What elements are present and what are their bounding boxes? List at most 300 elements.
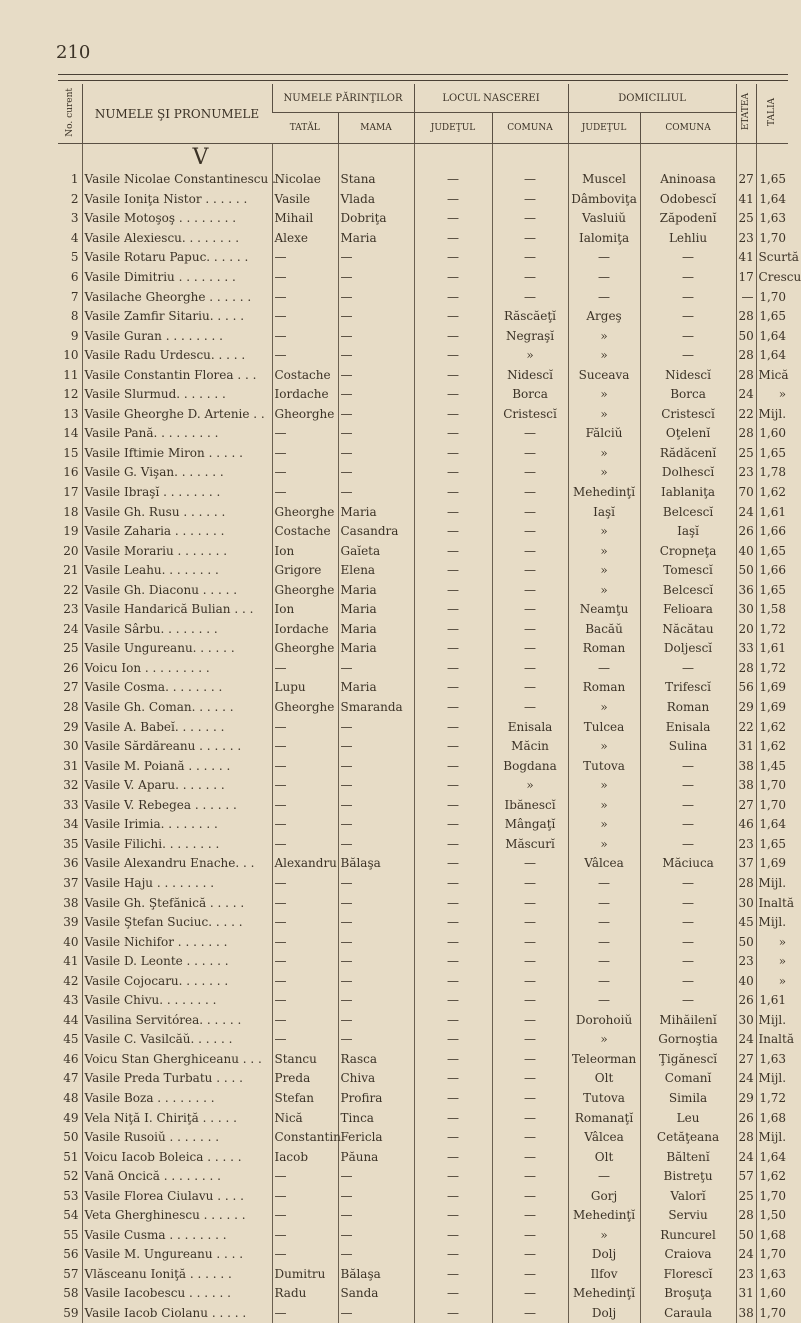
row-number: 34	[63, 817, 79, 832]
age: 41	[736, 248, 756, 268]
birth-commune: —	[492, 287, 568, 307]
age: 40	[736, 541, 756, 561]
full-name: Vasile Iacobescu . . . . . .	[82, 1284, 272, 1304]
table-row	[58, 932, 788, 952]
birth-commune: —	[492, 913, 568, 933]
residence-commune: Craiova	[640, 1245, 736, 1265]
age: 22	[736, 405, 756, 425]
birth-commune: —	[492, 639, 568, 659]
birth-commune: —	[492, 522, 568, 542]
birth-commune: —	[492, 698, 568, 718]
full-name: Vasile Nicolae Constantinescu . .	[82, 170, 272, 190]
table-row	[58, 893, 788, 913]
full-name: Vasile Haju . . . . . . . .	[82, 874, 272, 894]
birth-county: —	[414, 776, 492, 796]
table-row	[58, 1128, 788, 1148]
birth-county: —	[414, 307, 492, 327]
residence-county: Olt	[568, 1147, 640, 1167]
row-number: 53	[63, 1188, 79, 1203]
row-number: 46	[63, 1051, 79, 1066]
mother-name: Elena	[338, 561, 414, 581]
residence-commune: —	[640, 776, 736, 796]
birth-county: —	[414, 541, 492, 561]
birth-commune: —	[492, 620, 568, 640]
full-name: Vasile Gh. Diaconu . . . . .	[82, 580, 272, 600]
full-name: Vasile Rotaru Papuc. . . . . .	[82, 248, 272, 268]
father-name: Mihail	[272, 209, 338, 229]
height: 1,60	[756, 1284, 788, 1304]
table-row	[58, 483, 788, 503]
residence-county: Vâlcea	[568, 1128, 640, 1148]
residence-commune: —	[640, 796, 736, 816]
full-name: Vasile Iacob Ciolanu . . . . .	[82, 1304, 272, 1323]
father-name: Costache	[272, 365, 338, 385]
birth-county: —	[414, 1089, 492, 1109]
residence-commune: Comanĭ	[640, 1069, 736, 1089]
height: 1,69	[756, 678, 788, 698]
birth-county: —	[414, 1030, 492, 1050]
residence-commune: Nidescĭ	[640, 365, 736, 385]
table-row	[58, 248, 788, 268]
row-number: 37	[63, 875, 79, 890]
residence-county: Dolj	[568, 1304, 640, 1323]
row-number: 36	[63, 856, 79, 871]
residence-commune: Caraula	[640, 1304, 736, 1323]
residence-commune: Aninoasa	[640, 170, 736, 190]
birth-commune: —	[492, 854, 568, 874]
mother-name: Sanda	[338, 1284, 414, 1304]
height: Scurtă	[756, 248, 788, 268]
mother-name: —	[338, 796, 414, 816]
full-name: Vasile Ştefan Suciuc. . . . .	[82, 913, 272, 933]
residence-county: Dolj	[568, 1245, 640, 1265]
age: 23	[736, 952, 756, 972]
birth-commune: —	[492, 248, 568, 268]
birth-commune: —	[492, 678, 568, 698]
residence-commune: —	[640, 346, 736, 366]
row-number: 59	[63, 1305, 79, 1320]
mother-name: Profira	[338, 1089, 414, 1109]
residence-county: Ilfov	[568, 1265, 640, 1285]
residence-county: Dorohoiŭ	[568, 1011, 640, 1031]
table-row	[58, 620, 788, 640]
birth-county: —	[414, 874, 492, 894]
father-name: —	[272, 248, 338, 268]
age: 20	[736, 620, 756, 640]
residence-commune: Cetăţeana	[640, 1128, 736, 1148]
full-name: Vasile Dimitriu . . . . . . . .	[82, 268, 272, 288]
row-number: 16	[63, 465, 79, 480]
birth-county: —	[414, 717, 492, 737]
height: 1,68	[756, 1226, 788, 1246]
father-name: Gheorghe	[272, 698, 338, 718]
mother-name: Păuna	[338, 1147, 414, 1167]
residence-commune: Serviu	[640, 1206, 736, 1226]
father-name: —	[272, 815, 338, 835]
table-row	[58, 444, 788, 464]
residence-commune: —	[640, 268, 736, 288]
residence-commune: Enisala	[640, 717, 736, 737]
mother-name: —	[338, 737, 414, 757]
age: 24	[736, 502, 756, 522]
age: 28	[736, 659, 756, 679]
full-name: Vasile Cosma. . . . . . . .	[82, 678, 272, 698]
residence-county: »	[568, 796, 640, 816]
page-number: 210	[56, 42, 91, 63]
birth-county: —	[414, 1147, 492, 1167]
father-name: —	[272, 913, 338, 933]
father-name: Preda	[272, 1069, 338, 1089]
residence-commune: Odobescĭ	[640, 190, 736, 210]
residence-commune: Valorĭ	[640, 1186, 736, 1206]
full-name: Vasile Zamfir Sitariu. . . . .	[82, 307, 272, 327]
residence-county: Vâlcea	[568, 854, 640, 874]
height: 1,50	[756, 1206, 788, 1226]
residence-commune: Runcurel	[640, 1226, 736, 1246]
height: 1,70	[756, 776, 788, 796]
mother-name: Stana	[338, 170, 414, 190]
residence-county: »	[568, 444, 640, 464]
residence-commune: Doljescĭ	[640, 639, 736, 659]
full-name: Vasile M. Ungureanu . . . .	[82, 1245, 272, 1265]
age: 57	[736, 1167, 756, 1187]
height: 1,60	[756, 424, 788, 444]
residence-county: Bacăŭ	[568, 620, 640, 640]
residence-county: »	[568, 463, 640, 483]
table-row	[58, 1304, 788, 1323]
table-row	[58, 170, 788, 190]
residence-commune: Lehliu	[640, 229, 736, 249]
birth-county: —	[414, 346, 492, 366]
residence-commune: Leu	[640, 1108, 736, 1128]
header-tatal: TATĂL	[272, 113, 338, 144]
birth-commune: —	[492, 991, 568, 1011]
row-number: 42	[63, 973, 79, 988]
mother-name: —	[338, 1226, 414, 1246]
height: 1,70	[756, 287, 788, 307]
father-name: —	[272, 756, 338, 776]
residence-county: Gorj	[568, 1186, 640, 1206]
height: 1,65	[756, 307, 788, 327]
full-name: Vasilina Servitórea. . . . . .	[82, 1011, 272, 1031]
top-rule-thin	[58, 80, 788, 81]
full-name: Vasile Radu Urdescu. . . . .	[82, 346, 272, 366]
height: 1,63	[756, 1050, 788, 1070]
birth-county: —	[414, 170, 492, 190]
full-name: Vasile Ibraşĭ . . . . . . . .	[82, 483, 272, 503]
height: 1,66	[756, 522, 788, 542]
row-number: 32	[63, 778, 79, 793]
residence-county: —	[568, 1167, 640, 1187]
row-number: 58	[63, 1286, 79, 1301]
height: 1,65	[756, 170, 788, 190]
residence-commune: —	[640, 971, 736, 991]
father-name: Ion	[272, 600, 338, 620]
birth-county: —	[414, 1245, 492, 1265]
age: 28	[736, 874, 756, 894]
header-talia: TALIA	[756, 84, 788, 144]
top-rule	[58, 74, 788, 75]
father-name: —	[272, 971, 338, 991]
birth-commune: —	[492, 1206, 568, 1226]
residence-county: —	[568, 913, 640, 933]
father-name: —	[272, 1206, 338, 1226]
mother-name: —	[338, 365, 414, 385]
full-name: Vasile Pană. . . . . . . . .	[82, 424, 272, 444]
table-row	[58, 287, 788, 307]
table-row	[58, 659, 788, 679]
birth-commune: —	[492, 1089, 568, 1109]
birth-county: —	[414, 287, 492, 307]
full-name: Vasile Guran . . . . . . . .	[82, 326, 272, 346]
height: Mijl.	[756, 1128, 788, 1148]
father-name: Iacob	[272, 1147, 338, 1167]
father-name: Dumitru	[272, 1265, 338, 1285]
residence-county: »	[568, 580, 640, 600]
full-name: Vasile Gh. Coman. . . . . .	[82, 698, 272, 718]
mother-name: Maria	[338, 580, 414, 600]
full-name: Vasile G. Vişan. . . . . . .	[82, 463, 272, 483]
father-name: —	[272, 874, 338, 894]
table-row	[58, 815, 788, 835]
row-number: 4	[70, 230, 79, 245]
row-number: 27	[63, 680, 79, 695]
age: 26	[736, 1108, 756, 1128]
residence-county: »	[568, 326, 640, 346]
residence-commune: Oţelenĭ	[640, 424, 736, 444]
age: 29	[736, 1089, 756, 1109]
residence-commune: Gornoştia	[640, 1030, 736, 1050]
full-name: Vasile Constantin Florea . . .	[82, 365, 272, 385]
mother-name: Maria	[338, 600, 414, 620]
birth-county: —	[414, 326, 492, 346]
row-number: 44	[63, 1012, 79, 1027]
birth-commune: Mângaţĭ	[492, 815, 568, 835]
father-name: —	[272, 483, 338, 503]
residence-commune: Măciuca	[640, 854, 736, 874]
mother-name: —	[338, 1304, 414, 1323]
age: 50	[736, 326, 756, 346]
father-name: —	[272, 796, 338, 816]
age: 28	[736, 307, 756, 327]
birth-county: —	[414, 502, 492, 522]
height: 1,72	[756, 659, 788, 679]
father-name: —	[272, 444, 338, 464]
birth-commune: Cristescĭ	[492, 405, 568, 425]
father-name: —	[272, 424, 338, 444]
height: 1,65	[756, 444, 788, 464]
birth-commune: —	[492, 444, 568, 464]
header-judetul-nascere: JUDEŢUL	[414, 113, 492, 144]
table-row	[58, 1108, 788, 1128]
full-name: Vană Oncică . . . . . . . .	[82, 1167, 272, 1187]
father-name: Costache	[272, 522, 338, 542]
row-number: 45	[63, 1032, 79, 1047]
father-name: —	[272, 1030, 338, 1050]
mother-name: —	[338, 385, 414, 405]
birth-commune: Enisala	[492, 717, 568, 737]
mother-name: —	[338, 1245, 414, 1265]
height: 1,65	[756, 580, 788, 600]
age: 24	[736, 1245, 756, 1265]
father-name: Lupu	[272, 678, 338, 698]
birth-commune: —	[492, 1147, 568, 1167]
age: 25	[736, 444, 756, 464]
mother-name: —	[338, 932, 414, 952]
birth-county: —	[414, 932, 492, 952]
residence-commune: —	[640, 874, 736, 894]
age: 27	[736, 1050, 756, 1070]
mother-name: —	[338, 1011, 414, 1031]
height: 1,64	[756, 326, 788, 346]
residence-county: Tulcea	[568, 717, 640, 737]
row-number: 54	[63, 1208, 79, 1223]
age: 23	[736, 835, 756, 855]
birth-commune: Măscurĭ	[492, 835, 568, 855]
residence-commune: —	[640, 913, 736, 933]
residence-county: Dâmboviţa	[568, 190, 640, 210]
table-row	[58, 307, 788, 327]
row-number: 29	[63, 719, 79, 734]
height: 1,61	[756, 502, 788, 522]
residence-commune: Cristescĭ	[640, 405, 736, 425]
height: 1,70	[756, 1304, 788, 1323]
birth-county: —	[414, 1265, 492, 1285]
mother-name: Maria	[338, 678, 414, 698]
birth-county: —	[414, 1304, 492, 1323]
mother-name: Rasca	[338, 1050, 414, 1070]
full-name: Vasile Gh. Rusu . . . . . .	[82, 502, 272, 522]
mother-name: —	[338, 307, 414, 327]
table-row	[58, 561, 788, 581]
residence-county: Mehedinţĭ	[568, 483, 640, 503]
full-name: Vasile Cojocaru. . . . . . .	[82, 971, 272, 991]
row-number: 50	[63, 1130, 79, 1145]
table-row	[58, 1011, 788, 1031]
age: 31	[736, 737, 756, 757]
table-row	[58, 600, 788, 620]
age: 26	[736, 991, 756, 1011]
full-name: Vasile Boza . . . . . . . .	[82, 1089, 272, 1109]
height: 1,69	[756, 698, 788, 718]
birth-county: —	[414, 385, 492, 405]
height: 1,64	[756, 190, 788, 210]
father-name: —	[272, 268, 338, 288]
residence-county: Iaşĭ	[568, 502, 640, 522]
father-name: —	[272, 659, 338, 679]
father-name: —	[272, 737, 338, 757]
full-name: Vasile Preda Turbatu . . . .	[82, 1069, 272, 1089]
birth-county: —	[414, 1206, 492, 1226]
birth-commune: Bogdana	[492, 756, 568, 776]
table-row	[58, 639, 788, 659]
table-row	[58, 678, 788, 698]
birth-county: —	[414, 756, 492, 776]
birth-county: —	[414, 1108, 492, 1128]
residence-commune: —	[640, 893, 736, 913]
table-row	[58, 1069, 788, 1089]
birth-commune: —	[492, 1186, 568, 1206]
birth-county: —	[414, 952, 492, 972]
age: 23	[736, 229, 756, 249]
age: 24	[736, 1030, 756, 1050]
row-number: 48	[63, 1090, 79, 1105]
residence-commune: Cropneţa	[640, 541, 736, 561]
header-domiciliul: DOMICILIUL	[568, 84, 736, 113]
residence-county: Muscel	[568, 170, 640, 190]
row-number: 52	[63, 1169, 79, 1184]
table-row	[58, 1245, 788, 1265]
row-number: 38	[63, 895, 79, 910]
height: Mijl.	[756, 405, 788, 425]
residence-commune: Bistreţu	[640, 1167, 736, 1187]
residence-commune: Năcătau	[640, 620, 736, 640]
row-number: 18	[63, 504, 79, 519]
full-name: Vasile Leahu. . . . . . . .	[82, 561, 272, 581]
mother-name: —	[338, 952, 414, 972]
residence-county: —	[568, 287, 640, 307]
row-number: 10	[63, 348, 79, 363]
residence-county: »	[568, 346, 640, 366]
birth-commune: —	[492, 229, 568, 249]
table-row	[58, 874, 788, 894]
birth-county: —	[414, 659, 492, 679]
birth-county: —	[414, 913, 492, 933]
birth-commune: —	[492, 170, 568, 190]
table-row	[58, 209, 788, 229]
residence-county: Argeş	[568, 307, 640, 327]
table-row	[58, 717, 788, 737]
father-name: Nicolae	[272, 170, 338, 190]
table-row	[58, 522, 788, 542]
age: —	[736, 287, 756, 307]
birth-county: —	[414, 678, 492, 698]
height: 1,64	[756, 1147, 788, 1167]
birth-commune: —	[492, 1265, 568, 1285]
height: 1,66	[756, 561, 788, 581]
age: 29	[736, 698, 756, 718]
birth-county: —	[414, 1167, 492, 1187]
height: 1,65	[756, 541, 788, 561]
height: 1,63	[756, 1265, 788, 1285]
birth-commune: —	[492, 1050, 568, 1070]
birth-county: —	[414, 424, 492, 444]
mother-name: —	[338, 268, 414, 288]
birth-commune: Măcin	[492, 737, 568, 757]
row-number: 15	[63, 445, 79, 460]
birth-county: —	[414, 229, 492, 249]
row-number: 40	[63, 934, 79, 949]
row-number: 26	[63, 660, 79, 675]
residence-county: »	[568, 835, 640, 855]
father-name: Vasile	[272, 190, 338, 210]
birth-county: —	[414, 1069, 492, 1089]
birth-county: —	[414, 248, 492, 268]
birth-commune: —	[492, 541, 568, 561]
residence-commune: Trifescĭ	[640, 678, 736, 698]
birth-county: —	[414, 1226, 492, 1246]
row-number: 21	[63, 563, 79, 578]
birth-commune: —	[492, 268, 568, 288]
table-row	[58, 1226, 788, 1246]
height: 1,62	[756, 737, 788, 757]
birth-county: —	[414, 405, 492, 425]
birth-county: —	[414, 522, 492, 542]
table-row	[58, 1089, 788, 1109]
birth-county: —	[414, 991, 492, 1011]
full-name: Vasile Zaharia . . . . . . .	[82, 522, 272, 542]
mother-name: —	[338, 835, 414, 855]
